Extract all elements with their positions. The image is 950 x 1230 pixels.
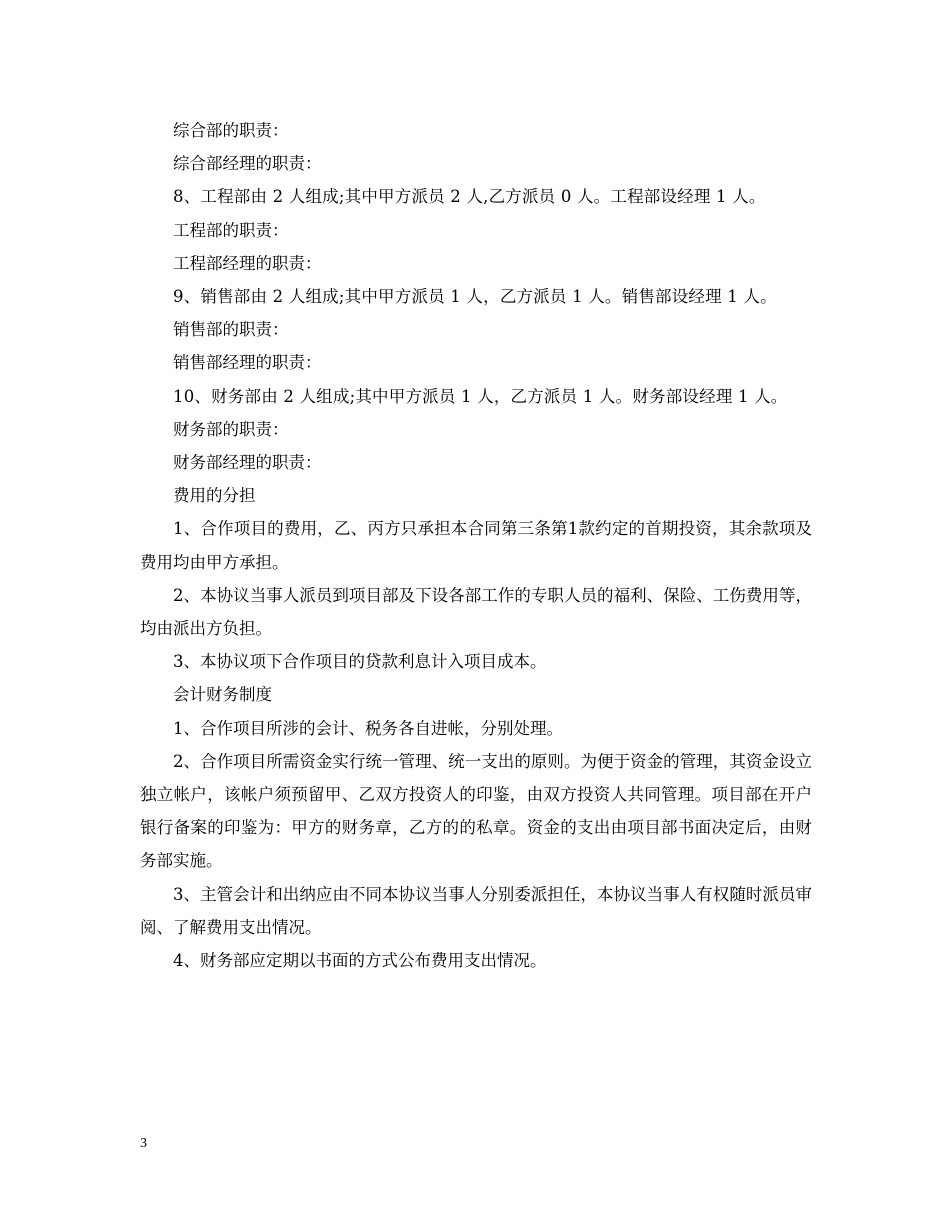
paragraph: 1、合作项目所涉的会计、税务各自进帐，分别处理。	[173, 718, 563, 738]
paragraph: 综合部的职责：	[173, 121, 289, 140]
section-heading: 费用的分担	[173, 486, 256, 506]
paragraph: 财务部的职责：	[173, 419, 289, 439]
page-number: 3	[140, 1136, 147, 1151]
paragraph: 10、财务部由 2 人组成;其中甲方派员 1 人，乙方派员 1 人。财务部设经理 1 人。	[173, 386, 788, 406]
paragraph: 8、工程部由 2 人组成;其中甲方派员 2 人,乙方派员 0 人。工程部设经理 1 人。	[173, 187, 766, 207]
paragraph: 财务部经理的职责：	[173, 453, 322, 473]
paragraph: 工程部的职责：	[173, 220, 289, 240]
paragraph: 销售部经理的职责：	[173, 353, 322, 373]
paragraph: 销售部的职责：	[173, 320, 289, 340]
paragraph: 2、本协议当事人派员到项目部及下设各部工作的专职人员的福利、保险、工伤费用等，均由派出方负担。	[140, 585, 812, 639]
section-heading: 会计财务制度	[173, 685, 272, 705]
paragraph: 9、销售部由 2 人组成;其中甲方派员 1 人，乙方派员 1 人。销售部设经理 1 人。	[173, 287, 777, 307]
paragraph: 1、合作项目的费用，乙、丙方只承担本合同第三条第1款约定的首期投资，其余款项及费用均由甲方承担。	[140, 519, 812, 572]
paragraph: 综合部经理的职责：	[173, 154, 322, 174]
paragraph: 3、本协议项下合作项目的贷款利息计入项目成本。	[173, 652, 547, 672]
document-body	[140, 114, 812, 977]
paragraph: 2、合作项目所需资金实行统一管理、统一支出的原则。为便于资金的管理，其资金设立独立帐户，该帐户须预留甲、乙双方投资人的印鉴，由双方投资人共同管理。项目部在开户银行备案的印鉴为：甲方的财务章，乙方的的私章。资金的支出由项目部书面决定后，由财务部实施。	[140, 751, 812, 871]
paragraph: 4、财务部应定期以书面的方式公布费用支出情况。	[173, 951, 547, 971]
paragraph: 3、主管会计和出纳应由不同本协议当事人分别委派担任，本协议当事人有权随时派员审阅、了解费用支出情况。	[140, 884, 812, 937]
paragraph: 工程部经理的职责：	[173, 253, 322, 273]
